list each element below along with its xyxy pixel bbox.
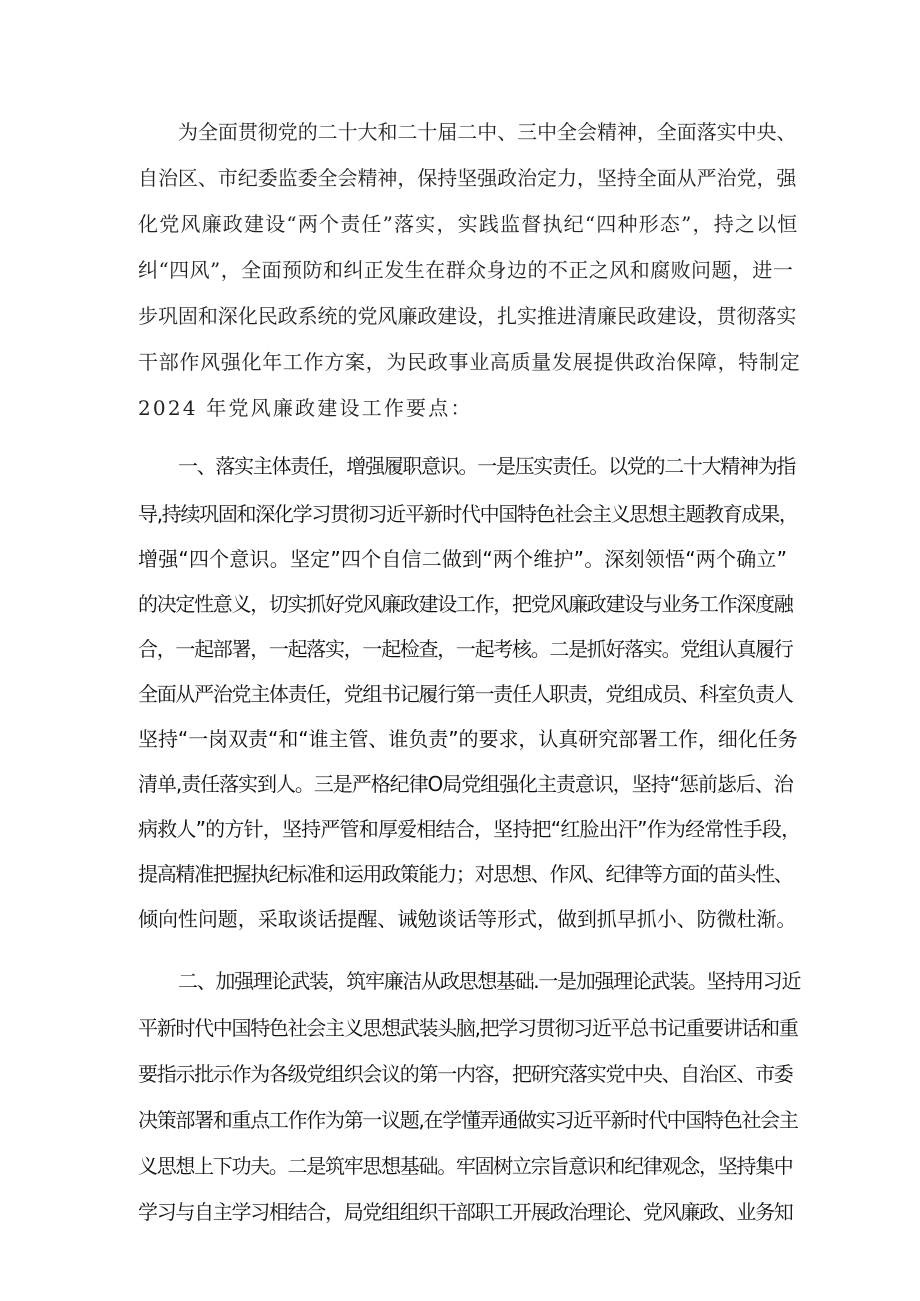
section1-line: 清单,责任落实到人。三是严格纪律O局党组强化主责意识，坚持“惩前毖后、治: [138, 772, 793, 796]
intro-line: 自治区、市纪委监委全会精神，保持坚强政治定力，坚持全面从严治党，强: [138, 166, 797, 190]
intro-line: 2024 年党风廉政建设工作要点：: [138, 396, 473, 420]
intro-line: 干部作风强化年工作方案，为民政事业高质量发展提供政治保障，特制定: [138, 350, 801, 374]
intro-line: 化党风廉政建设“两个责任”落实，实践监督执纪“四种形态”，持之以恒: [138, 212, 799, 236]
section1-line: 倾向性问题，采取谈话提醒、诫勉谈话等形式，做到抓早抓小、防微杜渐。: [138, 907, 797, 931]
section2-line: 平新时代中国特色社会主义思想武装头脑,把学习贯彻习近平总书记重要讲话和重: [138, 1016, 798, 1040]
section1-line: 一、落实主体责任，增强履职意识。一是压实责任。以党的二十大精神为指: [178, 454, 796, 478]
intro-line: 纠“四风”，全面预防和纠正发生在群众身边的不正之风和腐败问题，进一: [138, 258, 794, 282]
section1-line: 的决定性意义，切实抓好党风廉政建设工作，把党风廉政建设与业务工作深度融: [138, 592, 793, 616]
section2-line: 学习与自主学习相结合，局党组组织干部职工开展政治理论、党风廉政、业务知: [138, 1200, 793, 1224]
section1-line: 增强“四个意识。坚定”四个自信二做到“两个维护”。深刻领悟“两个确立”: [138, 547, 788, 571]
section2-line: 要指示批示作为各级党组织会议的第一内容，把研究落实党中央、自治区、市委: [138, 1062, 793, 1086]
section2-line: 义思想上下功夫。二是筑牢思想基础。牢固树立宗旨意识和纪律观念，坚持集中: [138, 1154, 793, 1178]
section1-line: 合，一起部署，一起落实，一起检查，一起考核。二是抓好落实。党组认真履行: [138, 637, 793, 661]
section1-line: 坚持“一岗双责“和“谁主管、谁负责”的要求，认真研究部署工作，细化任务: [138, 727, 798, 751]
section2-line: 决策部署和重点工作作为第一议题,在学懂弄通做实习近平新时代中国特色社会主: [138, 1108, 798, 1132]
intro-line: 步巩固和深化民政系统的党风廉政建设，扎实推进清廉民政建设，贯彻落实: [138, 304, 797, 328]
section1-line: 提高精准把握执纪标准和运用政策能力；对思想、作风、纪律等方面的苗头性、: [138, 862, 793, 886]
section1-line: 病救人”的方针，坚持严管和厚爱相结合，坚持把“红脸出汗”作为经常性手段，: [138, 817, 801, 841]
section1-line: 导,持续巩固和深化学习贯彻习近平新时代中国特色社会主义思想主题教育成果，: [138, 502, 798, 526]
section1-line: 全面从严治党主体责任，党组书记履行第一责任人职责，党组成员、科室负责人: [138, 682, 793, 706]
section2-line: 二、加强理论武装，筑牢廉洁从政思想基础.一是加强理论武装。坚持用习近: [178, 969, 801, 993]
intro-line: 为全面贯彻党的二十大和二十届二中、三中全会精神，全面落实中央、: [178, 120, 797, 144]
